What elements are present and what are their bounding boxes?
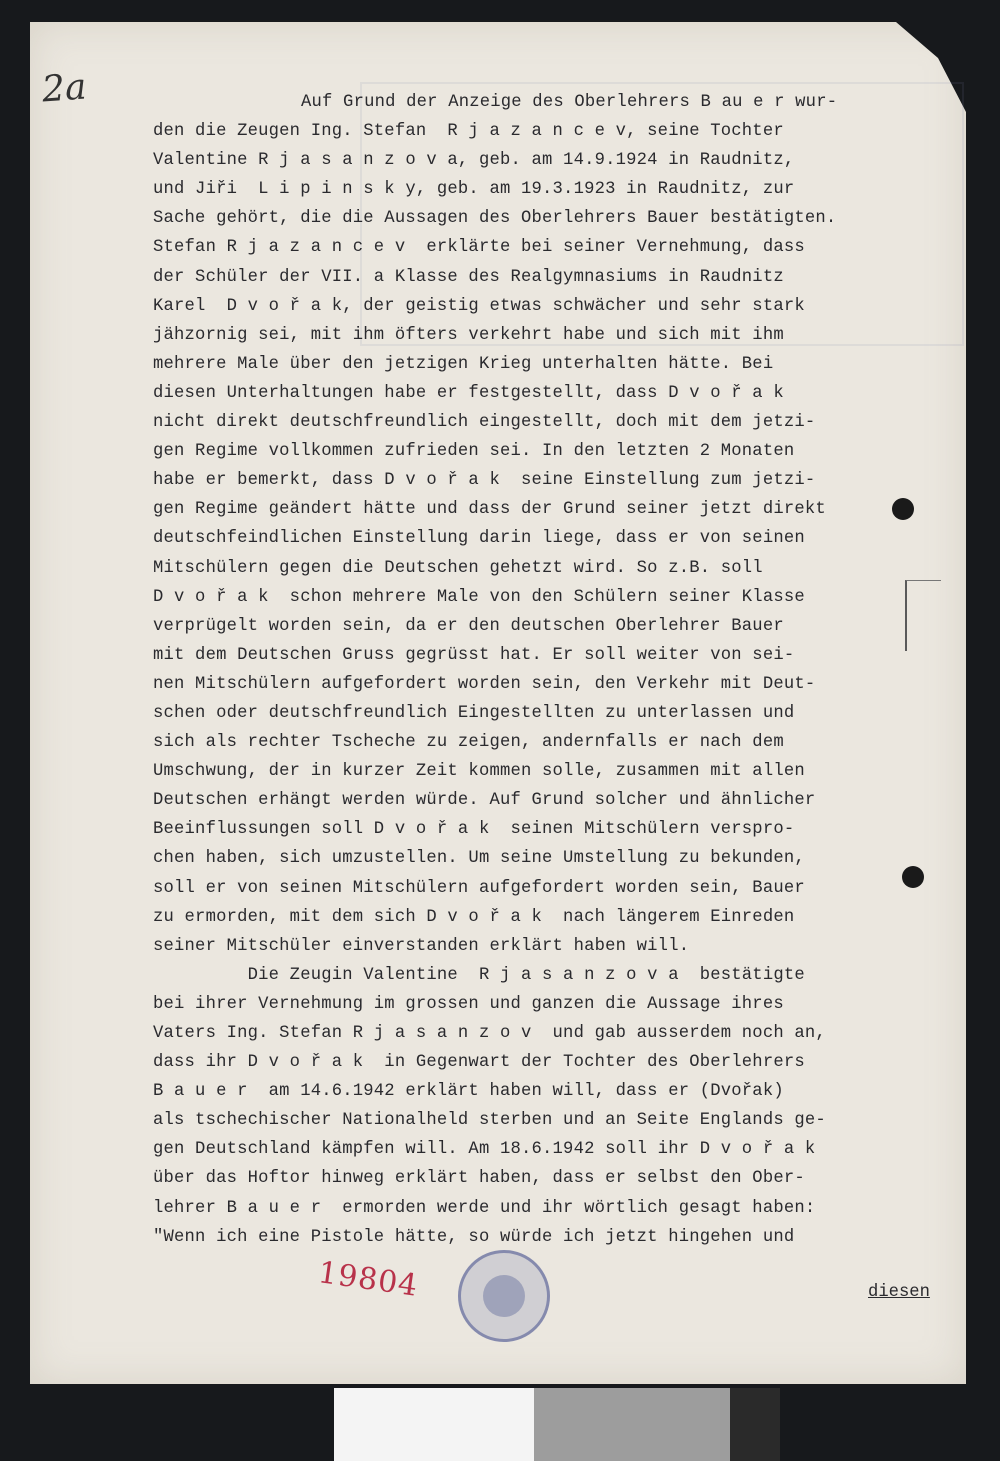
text-line: diesen Unterhaltungen habe er festgestellt, dass D v o ř a k (153, 383, 784, 403)
text-line: mit dem Deutschen Gruss gegrüsst hat. Er soll weiter von sei- (153, 645, 795, 665)
text-line: schen oder deutschfreundlich Eingestellten zu unterlassen und (153, 703, 795, 723)
text-line: B a u e r am 14.6.1942 erklärt haben will, dass er (Dvořak) (153, 1082, 784, 1102)
text-line: nicht direkt deutschfreundlich eingestellt, doch mit dem jetzi- (153, 413, 816, 433)
text-line: den die Zeugen Ing. Stefan R j a z a n c e v, seine Tochter (153, 122, 784, 142)
document-body (153, 88, 933, 1252)
text-line: als tschechischer Nationalheld sterben und an Seite Englands ge- (153, 1111, 826, 1131)
text-line: verprügelt worden sein, da er den deutschen Oberlehrer Bauer (153, 616, 784, 636)
text-line: dass ihr D v o ř a k in Gegenwart der Tochter des Oberlehrers (153, 1053, 805, 1073)
text-line: Auf Grund der Anzeige des Oberlehrers B au e r wur- (301, 93, 838, 112)
text-line: D v o ř a k schon mehrere Male von den Schülern seiner Klasse (153, 587, 805, 607)
scan-strip-dark (730, 1388, 780, 1461)
text-line: seiner Mitschüler einverstanden erklärt haben will. (153, 936, 690, 956)
margin-note: 2a (40, 66, 88, 111)
text-line: gen Regime vollkommen zufrieden sei. In den letzten 2 Monaten (153, 442, 795, 462)
text-line: chen haben, sich umzustellen. Um seine Umstellung zu bekunden, (153, 849, 805, 869)
text-line: Karel D v o ř a k, der geistig etwas schwächer und sehr stark (153, 296, 805, 316)
text-line: deutschfeindlichen Einstellung darin liege, dass er von seinen (153, 529, 805, 549)
text-line: bei ihrer Vernehmung im grossen und ganzen die Aussage ihres (153, 994, 784, 1014)
text-line: Die Zeugin Valentine R j a s a n z o v a bestätigte (153, 965, 805, 985)
text-line: Stefan R j a z a n c e v erklärte bei seiner Vernehmung, dass (153, 238, 805, 258)
text-line: Sache gehört, die die Aussagen des Oberlehrers Bauer bestätigten. (153, 209, 837, 229)
text-line: jähzornig sei, mit ihm öfters verkehrt habe und sich mit ihm (153, 325, 784, 345)
catchword: diesen (868, 1283, 930, 1302)
archive-seal (458, 1250, 550, 1342)
text-line: gen Deutschland kämpfen will. Am 18.6.1942 soll ihr D v o ř a k (153, 1140, 816, 1160)
text-line: Vaters Ing. Stefan R j a s a n z o v und gab ausserdem noch an, (153, 1024, 826, 1043)
text-line: "Wenn ich eine Pistole hätte, so würde ich jetzt hingehen und (153, 1227, 795, 1247)
text-line: sich als rechter Tscheche zu zeigen, andernfalls er nach dem (153, 733, 784, 753)
text-line: lehrer B a u e r ermorden werde und ihr wörtlich gesagt haben: (153, 1198, 816, 1218)
scan-strip-gray (534, 1388, 730, 1461)
text-line: über das Hoftor hinweg erklärt haben, dass er selbst den Ober- (153, 1169, 805, 1189)
text-line: habe er bemerkt, dass D v o ř a k seine Einstellung zum jetzi- (153, 471, 816, 491)
text-line: der Schüler der VII. a Klasse des Realgymnasiums in Raudnitz (153, 267, 784, 287)
text-line: Valentine R j a s a n z o v a, geb. am 14.9.1924 in Raudnitz, (153, 151, 795, 171)
text-line: mehrere Male über den jetzigen Krieg unterhalten hätte. Bei (153, 354, 774, 374)
text-line: Beeinflussungen soll D v o ř a k seinen Mitschülern verspro- (153, 820, 795, 840)
text-line: Deutschen erhängt werden würde. Auf Grund solcher und ähnlicher (153, 791, 816, 811)
red-stamp-number: 19804 (316, 1255, 421, 1304)
text-line: gen Regime geändert hätte und dass der Grund seiner jetzt direkt (153, 500, 826, 520)
text-line: und Jiři L i p i n s k y, geb. am 19.3.1923 in Raudnitz, zur (153, 180, 795, 200)
text-line: Mitschülern gegen die Deutschen gehetzt wird. So z.B. soll (153, 558, 763, 578)
text-line: nen Mitschülern aufgefordert worden sein, den Verkehr mit Deut- (153, 674, 816, 694)
text-line: soll er von seinen Mitschülern aufgefordert worden sein, Bauer (153, 878, 805, 898)
scan-strip-white (334, 1388, 534, 1461)
text-line: zu ermorden, mit dem sich D v o ř a k nach längerem Einreden (153, 907, 795, 927)
text-line: Umschwung, der in kurzer Zeit kommen solle, zusammen mit allen (153, 762, 805, 782)
